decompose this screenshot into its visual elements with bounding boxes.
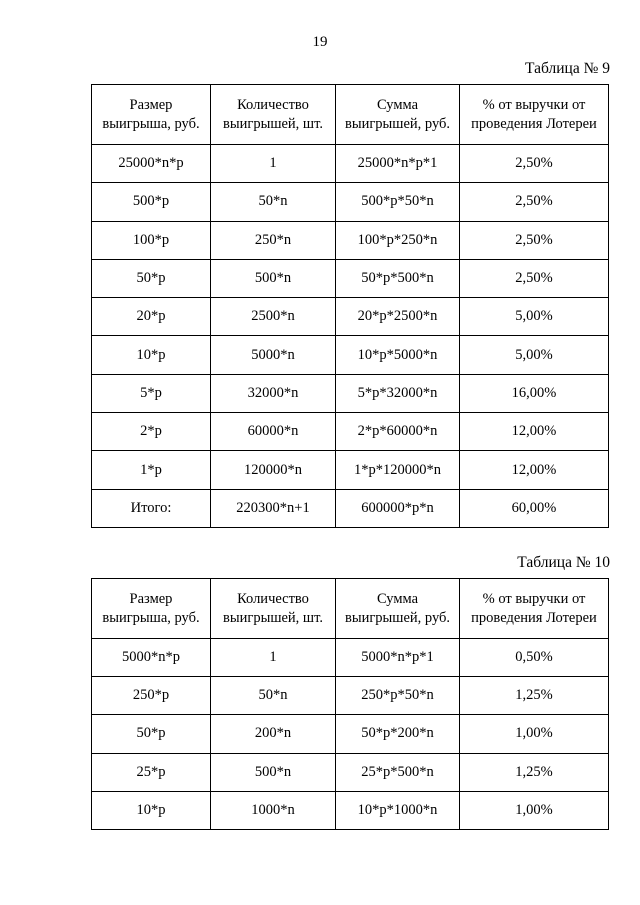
column-header-prize-sum: Сумма выигрышей, руб. <box>336 85 460 145</box>
prize-sum-cell: 500*p*50*n <box>336 183 460 221</box>
table-row <box>92 298 609 336</box>
prize-size-cell: Итого: <box>92 489 211 527</box>
column-header-revenue-percent: % от выручки от проведения Лотереи <box>460 579 609 639</box>
prize-size-cell: 250*p <box>92 677 211 715</box>
prize-size-cell: 50*p <box>92 259 211 297</box>
column-header-prize-size: Размер выигрыша, руб. <box>92 579 211 639</box>
revenue-percent-cell: 2,50% <box>460 259 609 297</box>
table-row <box>92 451 609 489</box>
prize-count-cell: 2500*n <box>211 298 336 336</box>
table-9-caption: Таблица № 9 <box>525 60 610 77</box>
prize-count-cell: 200*n <box>211 715 336 753</box>
revenue-percent-cell: 5,00% <box>460 336 609 374</box>
prize-sum-cell: 10*p*5000*n <box>336 336 460 374</box>
revenue-percent-cell: 2,50% <box>460 221 609 259</box>
prize-sum-cell: 20*p*2500*n <box>336 298 460 336</box>
prize-sum-cell: 50*p*200*n <box>336 715 460 753</box>
column-header-prize-size: Размер выигрыша, руб. <box>92 85 211 145</box>
prize-sum-cell: 2*p*60000*n <box>336 413 460 451</box>
prize-table-10 <box>91 578 609 830</box>
prize-count-cell: 1000*n <box>211 791 336 829</box>
prize-count-cell: 500*n <box>211 259 336 297</box>
revenue-percent-cell: 60,00% <box>460 489 609 527</box>
table-row <box>92 413 609 451</box>
prize-size-cell: 100*p <box>92 221 211 259</box>
prize-sum-cell: 25*p*500*n <box>336 753 460 791</box>
prize-size-cell: 50*p <box>92 715 211 753</box>
table-header-row <box>92 579 609 639</box>
revenue-percent-cell: 1,00% <box>460 791 609 829</box>
prize-sum-cell: 250*p*50*n <box>336 677 460 715</box>
prize-count-cell: 32000*n <box>211 374 336 412</box>
table-row <box>92 677 609 715</box>
prize-size-cell: 1*p <box>92 451 211 489</box>
column-header-prize-sum: Сумма выигрышей, руб. <box>336 579 460 639</box>
prize-sum-cell: 100*p*250*n <box>336 221 460 259</box>
revenue-percent-cell: 16,00% <box>460 374 609 412</box>
revenue-percent-cell: 0,50% <box>460 639 609 677</box>
prize-sum-cell: 50*p*500*n <box>336 259 460 297</box>
prize-size-cell: 10*p <box>92 336 211 374</box>
prize-sum-cell: 600000*p*n <box>336 489 460 527</box>
prize-table-9 <box>91 84 609 528</box>
prize-count-cell: 60000*n <box>211 413 336 451</box>
revenue-percent-cell: 5,00% <box>460 298 609 336</box>
prize-sum-cell: 5*p*32000*n <box>336 374 460 412</box>
prize-size-cell: 25*p <box>92 753 211 791</box>
prize-count-cell: 50*n <box>211 677 336 715</box>
column-header-revenue-percent: % от выручки от проведения Лотереи <box>460 85 609 145</box>
prize-sum-cell: 25000*n*p*1 <box>336 145 460 183</box>
table-row <box>92 259 609 297</box>
revenue-percent-cell: 2,50% <box>460 183 609 221</box>
prize-count-cell: 250*n <box>211 221 336 259</box>
prize-count-cell: 50*n <box>211 183 336 221</box>
revenue-percent-cell: 1,00% <box>460 715 609 753</box>
prize-size-cell: 20*p <box>92 298 211 336</box>
table-row <box>92 221 609 259</box>
table-row <box>92 791 609 829</box>
revenue-percent-cell: 1,25% <box>460 753 609 791</box>
table-10-caption: Таблица № 10 <box>517 554 610 571</box>
revenue-percent-cell: 1,25% <box>460 677 609 715</box>
revenue-percent-cell: 12,00% <box>460 451 609 489</box>
prize-size-cell: 2*p <box>92 413 211 451</box>
table-row <box>92 374 609 412</box>
prize-size-cell: 500*p <box>92 183 211 221</box>
revenue-percent-cell: 12,00% <box>460 413 609 451</box>
page-number: 19 <box>312 34 328 50</box>
table-row <box>92 489 609 527</box>
prize-sum-cell: 1*p*120000*n <box>336 451 460 489</box>
prize-size-cell: 25000*n*p <box>92 145 211 183</box>
column-header-prize-count: Количество выигрышей, шт. <box>211 579 336 639</box>
prize-size-cell: 10*p <box>92 791 211 829</box>
prize-count-cell: 1 <box>211 639 336 677</box>
table-row <box>92 715 609 753</box>
prize-count-cell: 500*n <box>211 753 336 791</box>
column-header-prize-count: Количество выигрышей, шт. <box>211 85 336 145</box>
revenue-percent-cell: 2,50% <box>460 145 609 183</box>
prize-count-cell: 1 <box>211 145 336 183</box>
table-row <box>92 183 609 221</box>
prize-size-cell: 5*p <box>92 374 211 412</box>
prize-count-cell: 5000*n <box>211 336 336 374</box>
prize-count-cell: 220300*n+1 <box>211 489 336 527</box>
prize-sum-cell: 10*p*1000*n <box>336 791 460 829</box>
table-header-row <box>92 85 609 145</box>
table-row <box>92 753 609 791</box>
prize-size-cell: 5000*n*p <box>92 639 211 677</box>
prize-count-cell: 120000*n <box>211 451 336 489</box>
table-row <box>92 145 609 183</box>
table-row <box>92 639 609 677</box>
table-row <box>92 336 609 374</box>
prize-sum-cell: 5000*n*p*1 <box>336 639 460 677</box>
